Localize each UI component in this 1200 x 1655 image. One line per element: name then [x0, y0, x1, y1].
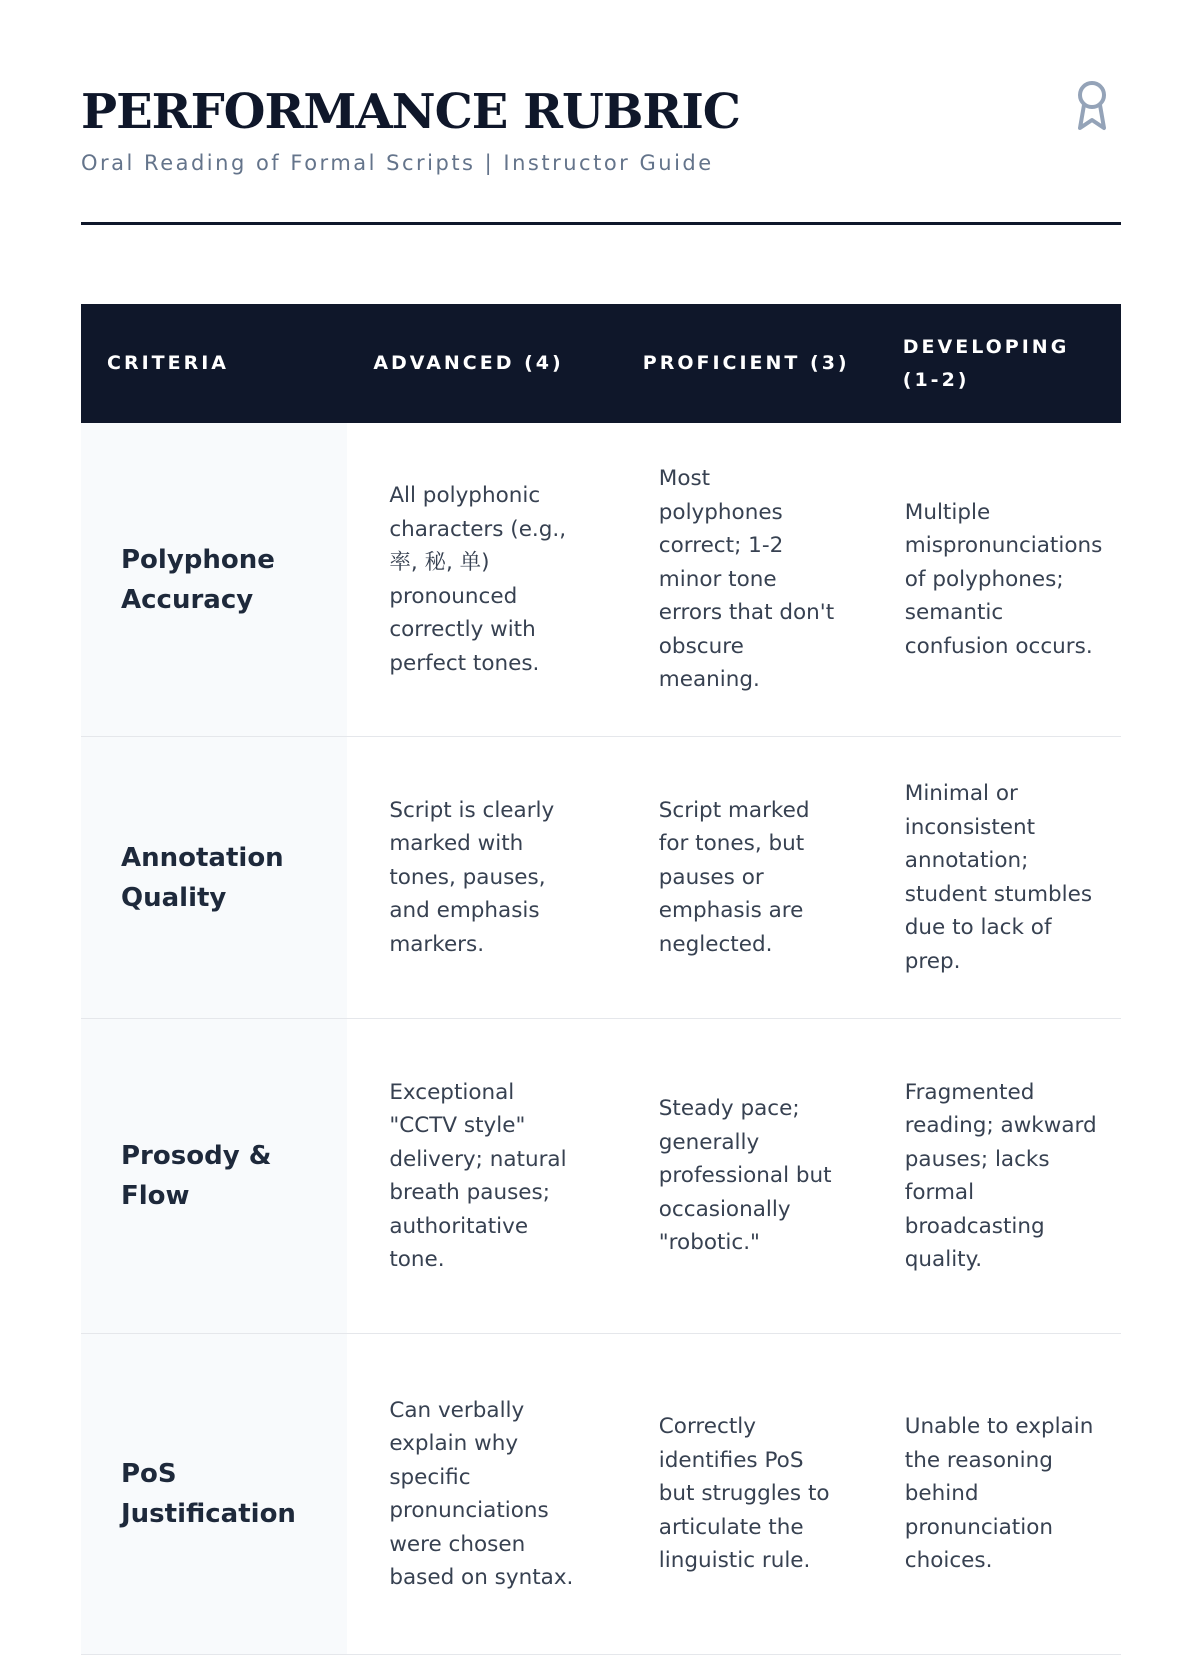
- criterion-cell: Polyphone Accuracy: [81, 423, 347, 737]
- criterion-cell: Annotation Quality: [81, 737, 347, 1019]
- proficient-cell: Most polyphones correct; 1-2 minor tone errors that don't obscure meaning.: [617, 423, 877, 737]
- column-header-criteria: CRITERIA: [81, 304, 347, 423]
- developing-cell: Unable to explain the reasoning behind pronunciation choices.: [877, 1334, 1121, 1655]
- advanced-cell: Script is clearly marked with tones, pauses, and emphasis markers.: [347, 737, 616, 1019]
- table-row: [81, 1334, 1121, 1655]
- rubric-table: [81, 304, 1121, 1655]
- criterion-cell: PoS Justification: [81, 1334, 347, 1655]
- table-row: [81, 423, 1121, 737]
- developing-cell: Fragmented reading; awkward pauses; lacks formal broadcasting quality.: [877, 1019, 1121, 1334]
- rubric-page: [81, 0, 1121, 1590]
- rubric-header: [81, 0, 1121, 225]
- proficient-cell: Script marked for tones, but pauses or emphasis are neglected.: [617, 737, 877, 1019]
- advanced-cell: Can verbally explain why specific pronunciations were chosen based on syntax.: [347, 1334, 616, 1655]
- advanced-cell: All polyphonic characters (e.g., 率, 秘, 单) pronounced correctly with perfect tones.: [347, 423, 616, 737]
- proficient-cell: Steady pace; generally professional but occasionally "robotic.": [617, 1019, 877, 1334]
- column-header-advanced: ADVANCED (4): [347, 304, 616, 423]
- column-header-proficient: PROFICIENT (3): [617, 304, 877, 423]
- page-title: PERFORMANCE RUBRIC: [81, 84, 740, 140]
- column-header-developing: DEVELOPING (1-2): [877, 304, 1121, 423]
- advanced-cell: Exceptional "CCTV style" delivery; natural breath pauses; authoritative tone.: [347, 1019, 616, 1334]
- developing-cell: Multiple mispronunciations of polyphones; semantic confusion occurs.: [877, 423, 1121, 737]
- criterion-cell: Prosody & Flow: [81, 1019, 347, 1334]
- proficient-cell: Correctly identifies PoS but struggles to articulate the linguistic rule.: [617, 1334, 877, 1655]
- award-ribbon-icon: [1075, 80, 1109, 132]
- table-row: [81, 1019, 1121, 1334]
- page-subtitle: Oral Reading of Formal Scripts | Instructor Guide: [81, 151, 714, 175]
- table-header-row: [81, 304, 1121, 423]
- developing-cell: Minimal or inconsistent annotation; student stumbles due to lack of prep.: [877, 737, 1121, 1019]
- table-row: [81, 737, 1121, 1019]
